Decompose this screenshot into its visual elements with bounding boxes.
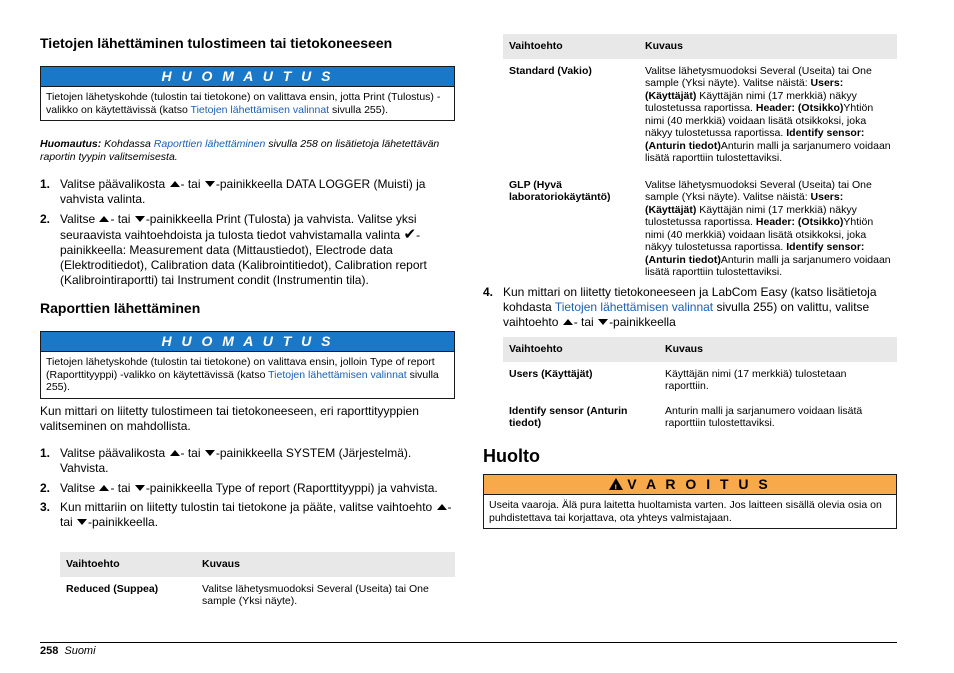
steps-list-1	[40, 177, 455, 288]
up-arrow-icon	[99, 485, 109, 491]
up-arrow-icon	[170, 181, 180, 187]
table-header-row	[503, 337, 897, 362]
options-table	[60, 552, 455, 614]
table-row	[503, 59, 897, 171]
up-arrow-icon	[170, 450, 180, 456]
table-cell-option: Identify sensor (Anturin tiedot)	[509, 404, 628, 429]
down-arrow-icon	[598, 319, 608, 325]
note-title: H U O M A U T U S	[41, 67, 454, 86]
section-heading-send-data: Tietojen lähettäminen tulostimeen tai tietokoneeseen	[40, 35, 393, 51]
table-header: Vaihtoehto	[60, 552, 196, 577]
options-table	[503, 34, 897, 285]
footer-language: Suomi	[64, 645, 96, 657]
down-arrow-icon	[77, 519, 87, 525]
list-item: 1. Valitse päävalikosta - tai -painikkeella DATA LOGGER (Muisti) ja vahvista valinta.	[40, 177, 426, 206]
note-text: Tietojen lähetyskohde (tulostin tai tietokone) on valittava ensin, jolloin Type of report (Raporttityyppi) -valikko on käytettävissä (katso Tietojen lähettämisen valinnat sivulla 255).	[41, 351, 454, 398]
section-heading-maintenance: Huolto	[483, 446, 540, 466]
warning-title: !V A R O I T U S	[484, 475, 896, 494]
list-item: 3. Kun mittariin on liitetty tulostin tai tietokone ja pääte, valitse vaihtoehto - tai -painikkeella.	[40, 500, 452, 529]
table-row	[60, 577, 455, 614]
table-cell-option: GLP (Hyvä laboratoriokäytäntö)	[509, 178, 611, 203]
table-header-row	[60, 552, 455, 577]
table-header: Kuvaus	[659, 337, 897, 362]
list-item: 4. Kun mittari on liitetty tietokoneeseen ja LabCom Easy (katso lisätietoja kohdasta Tietojen lähettämisen valinnat sivulla 255) on valittu, valitse vaihtoehto - tai -painikkeella	[483, 285, 877, 329]
up-arrow-icon	[99, 216, 109, 222]
note-box-1	[40, 66, 455, 121]
table-header: Kuvaus	[639, 34, 897, 59]
up-arrow-icon	[437, 504, 447, 510]
footer-divider	[40, 642, 897, 643]
page-footer	[40, 645, 96, 657]
list-item: 2. Valitse - tai -painikkeella Type of report (Raporttityyppi) ja vahvista.	[40, 481, 438, 495]
table-header: Vaihtoehto	[503, 337, 659, 362]
down-arrow-icon	[205, 181, 215, 187]
down-arrow-icon	[135, 485, 145, 491]
note-text: Tietojen lähetyskohde (tulostin tai tietokone) on valittava ensin, jotta Print (Tulostus) -valikko on käytettävissä (katso Tietojen lähettämisen valinnat sivulla 255).	[41, 86, 454, 120]
table-header: Vaihtoehto	[503, 34, 639, 59]
list-item: 2. Valitse - tai -painikkeella Print (Tulosta) ja vahvista. Valitse yksi seuraavista vaihtoehdoista ja tulosta tiedot vahvistamalla valinta ✔-painikkeella: Measurement data (Mittaustiedot), Electrode data (Elektroditiedot), Calibration data (Kalibrointitiedot), Calibration report (Kalibrointiraportti) tai Instrument condit (Instrumentin tila).	[40, 212, 427, 287]
xref-link[interactable]: Tietojen lähettämisen valinnat	[190, 103, 330, 116]
table-cell-option: Users (Käyttäjät)	[509, 367, 593, 380]
table-cell-description: Valitse lähetysmuodoksi Several (Useita) tai One sample (Yksi näyte).	[202, 582, 429, 607]
warning-icon	[609, 478, 623, 490]
down-arrow-icon	[135, 216, 145, 222]
xref-link[interactable]: Raporttien lähettäminen	[153, 138, 266, 150]
table-row	[503, 399, 897, 436]
table-cell-option: Reduced (Suppea)	[66, 582, 159, 595]
table-cell-description: Anturin malli ja sarjanumero voidaan lisätä raporttiin tulostettaviksi.	[665, 404, 863, 429]
table-cell-option: Standard (Vakio)	[509, 64, 592, 77]
steps-list-2	[40, 446, 455, 530]
xref-link[interactable]: Tietojen lähettämisen valinnat	[268, 368, 407, 381]
paragraph: Kun mittari on liitetty tulostimeen tai tietokoneeseen, eri raporttityyppien valitseminen on mahdollista.	[40, 404, 419, 433]
xref-link[interactable]: Tietojen lähettämisen valinnat	[554, 300, 714, 314]
down-arrow-icon	[205, 450, 215, 456]
steps-list-3	[483, 285, 897, 330]
warning-text: Useita vaaroja. Älä pura laitetta huoltamista varten. Jos laitteen sisällä olevia osia on puhdistettava tai korjattava, ota yhteys valmistajaan.	[484, 494, 896, 528]
table-cell-description: Valitse lähetysmuodoksi Several (Useita) tai One sample (Yksi näyte). Valitse näistä: Users: (Käyttäjät) Käyttäjän nimi (17 merkkiä) näkyy tulostetussa raportissa. Header: (Otsikko)Yhtiön nimi (40 merkkiä) voidaan lisätä otsikkoksi, joka näkyy tulostetussa raportissa. Identify sensor: (Anturin tiedot)Anturin malli ja sarjanumero voidaan lisätä raporttiin tulostettaviksi.	[645, 64, 891, 164]
section-heading-reports: Raporttien lähettäminen	[40, 300, 201, 316]
warning-box	[483, 474, 897, 529]
table-row	[503, 171, 897, 285]
table-cell-description: Käyttäjän nimi (17 merkkiä) tulostetaan raporttiin.	[665, 367, 847, 392]
table-header-row	[503, 34, 897, 59]
table-cell-description: Valitse lähetysmuodoksi Several (Useita) tai One sample (Yksi näyte). Valitse näistä: Users: (Käyttäjät) Käyttäjän nimi (17 merkkiä) näkyy tulostetussa raportissa. Header: (Otsikko)Yhtiön nimi (40 merkkiä) voidaan lisätä otsikkoksi, joka näkyy tulostetussa raportissa. Identify sensor: (Anturin tiedot)Anturin malli ja sarjanumero voidaan lisätä raporttiin tulostettaviksi.	[645, 178, 891, 278]
table-row	[503, 362, 897, 399]
up-arrow-icon	[563, 319, 573, 325]
table-header: Kuvaus	[196, 552, 455, 577]
italic-note: Huomautus: Kohdassa Raporttien lähettäminen sivulla 258 on lisätietoja lähetettävän raportin tyypin valitsemisesta.	[40, 138, 440, 163]
check-icon: ✔	[403, 226, 417, 243]
note-title: H U O M A U T U S	[41, 332, 454, 351]
page-number: 258	[40, 645, 59, 657]
list-item: 1. Valitse päävalikosta - tai -painikkeella SYSTEM (Järjestelmä). Vahvista.	[40, 446, 412, 475]
options-table	[503, 337, 897, 436]
note-box-2	[40, 331, 455, 399]
